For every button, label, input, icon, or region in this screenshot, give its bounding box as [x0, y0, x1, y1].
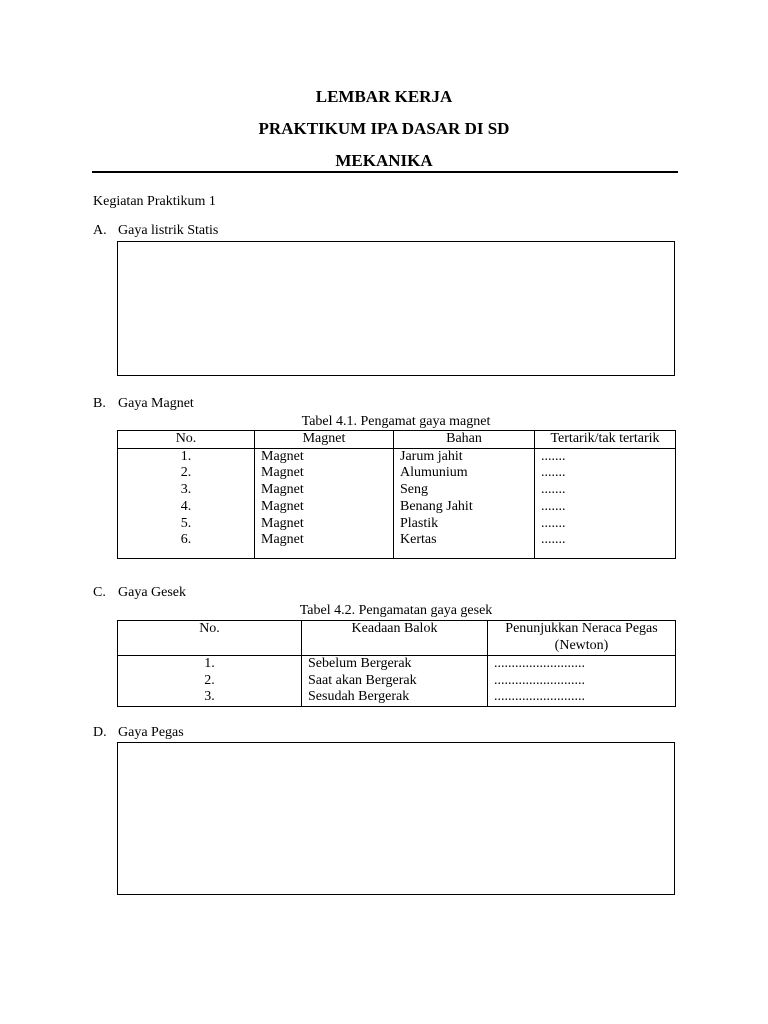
friction-table [117, 620, 676, 707]
row-magnet: Magnet [255, 532, 394, 559]
table-row [118, 689, 676, 706]
row-bahan: Benang Jahit [394, 499, 535, 516]
row-reading: .......................... [488, 673, 676, 690]
activity-label: Kegiatan Praktikum 1 [93, 194, 216, 209]
row-no: 3. [118, 482, 255, 499]
header-magnet: Magnet [255, 431, 394, 449]
table-row [118, 656, 676, 673]
title-lembar-kerja: LEMBAR KERJA [315, 87, 453, 106]
table-4-1-caption: Tabel 4.1. Pengamat gaya magnet [301, 414, 491, 429]
row-reading: .......................... [488, 656, 676, 673]
row-no: 1. [118, 448, 255, 465]
header-no: No. [118, 621, 302, 656]
title-mekanika: MEKANIKA [335, 151, 433, 170]
table-row [118, 448, 676, 465]
table-header-row [118, 431, 676, 449]
table-row [118, 465, 676, 482]
row-bahan: Kertas [394, 532, 535, 559]
row-bahan: Seng [394, 482, 535, 499]
row-keadaan: Sebelum Bergerak [302, 656, 488, 673]
section-c-marker: C. [93, 585, 106, 600]
section-b-marker: B. [93, 396, 106, 411]
row-magnet: Magnet [255, 448, 394, 465]
row-magnet: Magnet [255, 516, 394, 533]
row-reading: .......................... [488, 689, 676, 706]
header-tertarik: Tertarik/tak tertarik [535, 431, 676, 449]
row-magnet: Magnet [255, 499, 394, 516]
section-d-marker: D. [93, 725, 107, 740]
table-row [118, 482, 676, 499]
row-no: 2. [118, 673, 302, 690]
table-row [118, 516, 676, 533]
row-result: ....... [535, 482, 676, 499]
row-keadaan: Sesudah Bergerak [302, 689, 488, 706]
row-no: 5. [118, 516, 255, 533]
magnet-table [117, 430, 676, 559]
row-no: 2. [118, 465, 255, 482]
header-neraca-line2: (Newton) [554, 637, 609, 653]
row-result: ....... [535, 516, 676, 533]
header-divider [92, 171, 678, 173]
header-no: No. [118, 431, 255, 449]
section-b-heading: Gaya Magnet [118, 396, 194, 411]
row-no: 3. [118, 689, 302, 706]
row-bahan: Alumunium [394, 465, 535, 482]
table-row [118, 673, 676, 690]
row-result: ....... [535, 465, 676, 482]
table-row [118, 499, 676, 516]
section-c-heading: Gaya Gesek [118, 585, 187, 600]
header-keadaan: Keadaan Balok [302, 621, 488, 656]
section-d-heading: Gaya Pegas [118, 725, 184, 740]
table-header-row [118, 621, 676, 656]
header-neraca-line1: Penunjukkan Neraca Pegas [505, 621, 658, 636]
row-no: 4. [118, 499, 255, 516]
row-magnet: Magnet [255, 482, 394, 499]
table-4-2-caption: Tabel 4.2. Pengamatan gaya gesek [299, 603, 493, 618]
table-row [118, 532, 676, 559]
row-result: ....... [535, 448, 676, 465]
section-a-heading: Gaya listrik Statis [118, 223, 219, 238]
answer-box-d [117, 742, 675, 895]
row-no: 1. [118, 656, 302, 673]
row-magnet: Magnet [255, 465, 394, 482]
row-bahan: Plastik [394, 516, 535, 533]
row-result: ....... [535, 499, 676, 516]
answer-box-a [117, 241, 675, 376]
row-keadaan: Saat akan Bergerak [302, 673, 488, 690]
row-no: 6. [118, 532, 255, 559]
header-bahan: Bahan [394, 431, 535, 449]
row-result: ....... [535, 532, 676, 559]
section-a-marker: A. [93, 223, 107, 238]
row-bahan: Jarum jahit [394, 448, 535, 465]
header-neraca [488, 621, 676, 656]
title-praktikum: PRAKTIKUM IPA DASAR DI SD [258, 119, 510, 138]
